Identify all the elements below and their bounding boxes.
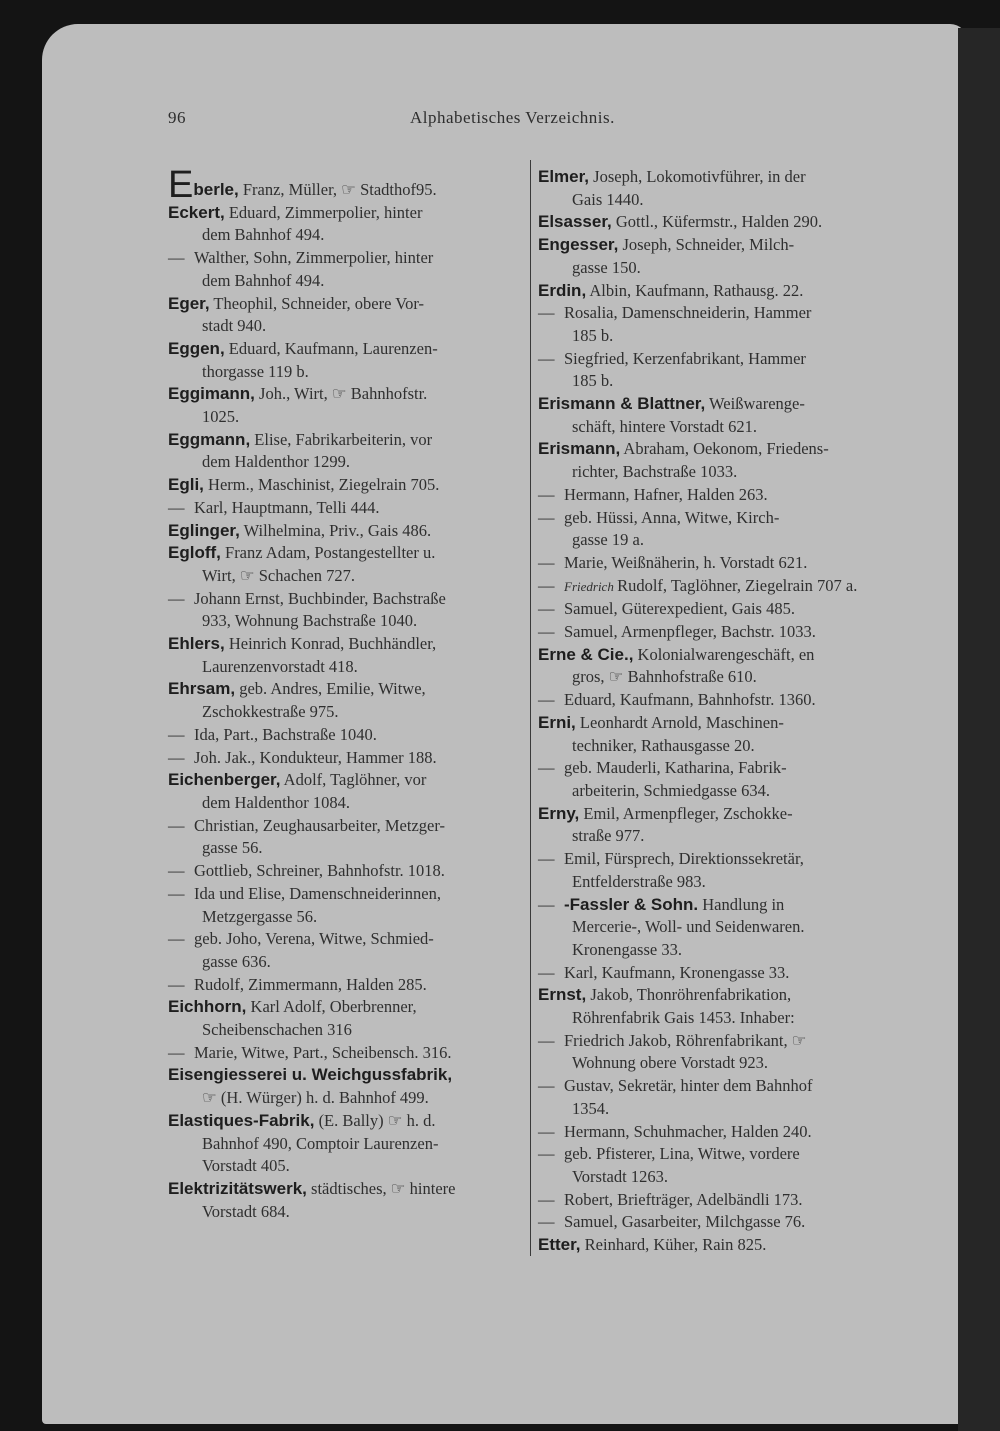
directory-entry [538, 1211, 894, 1234]
repeat-dash: — [538, 599, 555, 619]
entry-text: geb. Hüssi, Anna, Witwe, Kirch- [564, 507, 780, 527]
directory-entry [168, 429, 524, 474]
directory-entry [538, 166, 894, 211]
entry-text: thorgasse 119 b. [202, 361, 309, 381]
directory-entry [168, 164, 524, 206]
directory-entry [538, 803, 894, 848]
entry-text: 933, Wohnung Bachstraße 1040. [202, 611, 418, 631]
directory-entry [538, 211, 894, 234]
entry-name: Eglinger, [168, 520, 240, 540]
directory-entry [538, 552, 894, 575]
entry-text: geb. Mauderli, Katharina, Fabrik- [564, 758, 787, 778]
entry-text: Weißwarenge- [709, 394, 805, 414]
entry-text: städtisches, ☞ hintere [311, 1178, 456, 1198]
entry-text: schäft, hintere Vorstadt 621. [572, 416, 757, 436]
entry-text: Samuel, Armenpfleger, Bachstr. 1033. [564, 622, 816, 642]
directory-entry [538, 848, 894, 893]
directory-entry [168, 678, 524, 723]
entry-text: gasse 19 a. [572, 530, 644, 550]
repeat-dash: — [168, 588, 185, 608]
entry-text: Samuel, Gasarbeiter, Milchgasse 76. [564, 1212, 806, 1232]
page-number: 96 [168, 108, 186, 127]
repeat-dash: — [168, 747, 185, 767]
entry-text: Christian, Zeughausarbeiter, Metzger- [194, 815, 445, 835]
repeat-dash: — [168, 974, 185, 994]
entry-text: richter, Bachstraße 1033. [572, 462, 738, 482]
directory-entry [168, 293, 524, 338]
entry-name: Erny, [538, 803, 580, 823]
entry-text: Marie, Weißnäherin, h. Vorstadt 621. [564, 552, 808, 572]
entry-text: Rudolf, Zimmermann, Halden 285. [194, 974, 427, 994]
directory-entry [538, 1075, 894, 1120]
entry-text: Walther, Sohn, Zimmerpolier, hinter [194, 248, 434, 268]
entry-name: Eisengiesserei u. Weichgussfabrik, [168, 1065, 453, 1085]
entry-text: Abraham, Oekonom, Friedens- [623, 439, 829, 459]
entry-name: Eggmann, [168, 429, 251, 449]
directory-entry [168, 860, 524, 883]
entry-text: Franz, Müller, ☞ Stadthof95. [242, 180, 437, 199]
directory-entry [538, 507, 894, 552]
directory-entry [538, 644, 894, 689]
entry-text: geb. Joho, Verena, Witwe, Schmied- [194, 929, 434, 949]
entry-text: Entfelderstraße 983. [572, 871, 706, 891]
handwritten-annotation: Friedrich [564, 578, 618, 594]
directory-entry [168, 520, 524, 543]
repeat-dash: — [538, 484, 555, 504]
entry-text: Robert, Briefträger, Adelbändli 173. [564, 1189, 803, 1209]
repeat-dash: — [538, 849, 555, 869]
directory-entry [538, 234, 894, 279]
directory-entry [538, 1234, 894, 1257]
entry-text: Gottlieb, Schreiner, Bahnhofstr. 1018. [194, 861, 445, 881]
entry-name: berle, [193, 180, 239, 199]
entry-text: Karl, Hauptmann, Telli 444. [194, 497, 380, 517]
entry-text: Jakob, Thonröhrenfabrikation, [590, 985, 792, 1005]
directory-entry [538, 1030, 894, 1075]
entry-name: Eggen, [168, 338, 225, 358]
entry-text: Reinhard, Küher, Rain 825. [584, 1235, 767, 1255]
entry-name: Ehlers, [168, 634, 225, 654]
entry-text: Siegfried, Kerzenfabrikant, Hammer [564, 348, 806, 368]
entry-name: Eichhorn, [168, 997, 247, 1017]
directory-entry [168, 724, 524, 747]
directory-entry [168, 883, 524, 928]
entry-text: (E. Bally) ☞ h. d. [318, 1110, 436, 1130]
entry-text: Zschokkestraße 975. [202, 702, 339, 722]
directory-entry [538, 712, 894, 757]
entry-text: Johann Ernst, Buchbinder, Bachstraße [194, 588, 446, 608]
entry-text: geb. Pfisterer, Lina, Witwe, vordere [564, 1144, 800, 1164]
entry-text: dem Bahnhof 494. [202, 270, 325, 290]
directory-entry [168, 383, 524, 428]
repeat-dash: — [538, 507, 555, 527]
entry-text: Mercerie-, Woll- und Seidenwaren. [572, 917, 805, 937]
entry-text: Theophil, Schneider, obere Vor- [213, 293, 424, 313]
directory-entry [168, 996, 524, 1041]
entry-text: Joh. Jak., Kondukteur, Hammer 188. [194, 747, 437, 767]
entry-text: Ida und Elise, Damenschneiderinnen, [194, 883, 441, 903]
repeat-dash: — [538, 1076, 555, 1096]
entry-text: Elise, Fabrikarbeiterin, vor [254, 429, 433, 449]
repeat-dash: — [538, 690, 555, 710]
entry-name: Egloff, [168, 543, 221, 563]
repeat-dash: — [538, 1144, 555, 1164]
repeat-dash: — [538, 622, 555, 642]
entry-text: Karl, Kaufmann, Kronengasse 33. [564, 962, 790, 982]
directory-entry [538, 757, 894, 802]
entry-text: Hermann, Schuhmacher, Halden 240. [564, 1121, 812, 1141]
entry-text: Wilhelmina, Priv., Gais 486. [243, 520, 432, 540]
entry-name: Ehrsam, [168, 679, 236, 699]
entry-text: Kolonialwarengeschäft, en [637, 644, 815, 664]
directory-entry [168, 974, 524, 997]
entry-name: Elmer, [538, 167, 590, 186]
entry-name: Erne & Cie., [538, 644, 634, 664]
directory-entry [538, 302, 894, 347]
entry-text: Adolf, Taglöhner, vor [283, 770, 427, 790]
entry-text: ☞ (H. Würger) h. d. Bahnhof 499. [202, 1088, 429, 1108]
directory-entry [168, 928, 524, 973]
entry-text: Marie, Witwe, Part., Scheibensch. 316. [194, 1042, 452, 1062]
directory-entry [168, 497, 524, 520]
entry-text: stadt 940. [202, 316, 267, 336]
directory-entry [168, 338, 524, 383]
directory-entry [168, 747, 524, 770]
entry-text: 185 b. [572, 325, 614, 345]
page-title: Alphabetisches Verzeichnis. [410, 108, 615, 127]
directory-entry [538, 621, 894, 644]
repeat-dash: — [538, 1121, 555, 1141]
entry-text: Joseph, Lokomotivführer, in der [593, 167, 806, 186]
directory-entry [538, 575, 894, 599]
right-column [538, 166, 894, 1257]
entry-name: Erismann, [538, 439, 621, 459]
entry-text: 1354. [572, 1098, 610, 1118]
repeat-dash: — [168, 815, 185, 835]
entry-text: Albin, Kaufmann, Rathausg. 22. [589, 280, 804, 300]
entry-name: Elektrizitätswerk, [168, 1178, 307, 1198]
entry-text: Herm., Maschinist, Ziegelrain 705. [208, 475, 440, 495]
directory-entry [538, 894, 894, 962]
entry-text: Franz Adam, Postangestellter u. [225, 543, 436, 563]
directory-entry [168, 1042, 524, 1065]
entry-name: Elsasser, [538, 212, 612, 232]
repeat-dash: — [538, 348, 555, 368]
directory-entry [538, 1121, 894, 1144]
directory-entry [168, 247, 524, 292]
entry-text: Röhrenfabrik Gais 1453. Inhaber: [572, 1008, 795, 1028]
entry-text: gros, ☞ Bahnhofstraße 610. [572, 667, 757, 687]
repeat-dash: — [538, 894, 555, 914]
directory-entry [538, 438, 894, 483]
entry-text: Laurenzenvorstadt 418. [202, 656, 358, 676]
entry-name: Egli, [168, 475, 204, 495]
entry-text: Vorstadt 405. [202, 1156, 290, 1176]
entry-name: Etter, [538, 1235, 581, 1255]
entry-text: Wirt, ☞ Schachen 727. [202, 565, 355, 585]
entry-name: Engesser, [538, 235, 619, 255]
left-column [168, 164, 524, 1223]
repeat-dash: — [538, 962, 555, 982]
repeat-dash: — [168, 248, 185, 268]
repeat-dash: — [538, 1212, 555, 1232]
entry-text: Eduard, Kaufmann, Bahnhofstr. 1360. [564, 690, 816, 710]
entry-text: geb. Andres, Emilie, Witwe, [239, 679, 426, 699]
entry-text: straße 977. [572, 826, 645, 846]
directory-entry [168, 202, 524, 247]
repeat-dash: — [168, 883, 185, 903]
directory-entry [538, 962, 894, 985]
repeat-dash: — [168, 861, 185, 881]
entry-text: dem Haldenthor 1084. [202, 792, 351, 812]
directory-entry [168, 769, 524, 814]
entry-text: Metzgergasse 56. [202, 906, 318, 926]
entry-text: Gais 1440. [572, 189, 644, 209]
entry-text: Joh., Wirt, ☞ Bahnhofstr. [259, 384, 428, 404]
entry-text: arbeiterin, Schmiedgasse 634. [572, 780, 770, 800]
repeat-dash: — [538, 758, 555, 778]
directory-entry [168, 1110, 524, 1178]
entry-text: techniker, Rathausgasse 20. [572, 735, 755, 755]
directory-entry [168, 815, 524, 860]
entry-text: dem Haldenthor 1299. [202, 452, 351, 472]
entry-name: Elastiques-Fabrik, [168, 1110, 315, 1130]
directory-entry [168, 633, 524, 678]
repeat-dash: — [538, 1030, 555, 1050]
entry-text: Wohnung obere Vorstadt 923. [572, 1053, 769, 1073]
entry-text: Vorstadt 684. [202, 1201, 290, 1221]
entry-name: Eggimann, [168, 384, 255, 404]
entry-text: Ida, Part., Bachstraße 1040. [194, 724, 377, 744]
directory-entry [168, 474, 524, 497]
directory-entry [538, 348, 894, 393]
directory-entry [538, 484, 894, 507]
entry-name: Eichenberger, [168, 770, 281, 790]
repeat-dash: — [538, 1189, 555, 1209]
entry-text: Hermann, Hafner, Halden 263. [564, 484, 768, 504]
entry-text: Eduard, Kaufmann, Laurenzen- [228, 338, 438, 358]
entry-text: Scheibenschachen 316 [202, 1020, 352, 1040]
entry-text: Karl Adolf, Oberbrenner, [250, 997, 417, 1017]
entry-text: 185 b. [572, 371, 614, 391]
entry-text: Vorstadt 1263. [572, 1166, 668, 1186]
page-edge-shadow [958, 28, 1000, 1431]
directory-entry [538, 280, 894, 303]
entry-text: Joseph, Schneider, Milch- [622, 235, 795, 255]
entry-name: Eckert, [168, 202, 225, 222]
entry-name: Erismann & Blattner, [538, 394, 706, 414]
entry-text: Kronengasse 33. [572, 939, 682, 959]
repeat-dash: — [168, 929, 185, 949]
repeat-dash: — [168, 724, 185, 744]
directory-entry [538, 598, 894, 621]
directory-entry [168, 1178, 524, 1223]
drop-initial: E [168, 164, 194, 206]
entry-name: Eger, [168, 293, 210, 313]
repeat-dash: — [168, 1042, 185, 1062]
entry-text: dem Bahnhof 494. [202, 225, 325, 245]
entry-text: Emil, Fürsprech, Direktionssekretär, [564, 849, 804, 869]
entry-text: gasse 636. [202, 951, 271, 971]
entry-text: Gottl., Küfermstr., Halden 290. [615, 212, 823, 232]
entry-text: Rosalia, Damenschneiderin, Hammer [564, 303, 812, 323]
entry-text: Friedrich Jakob, Röhrenfabrikant, ☞ [564, 1030, 807, 1050]
repeat-dash: — [538, 575, 555, 595]
entry-text: Heinrich Konrad, Buchhändler, [228, 634, 437, 654]
entry-name: Erni, [538, 712, 576, 732]
directory-entry [168, 588, 524, 633]
directory-entry [168, 542, 524, 587]
entry-text: Leonhardt Arnold, Maschinen- [579, 712, 784, 732]
entry-name: Erdin, [538, 280, 587, 300]
column-divider [530, 160, 531, 1256]
entry-text: gasse 56. [202, 838, 263, 858]
entry-text: Rudolf, Taglöhner, Ziegelrain 707 a. [617, 575, 858, 595]
entry-text: Bahnhof 490, Comptoir Laurenzen- [202, 1133, 439, 1153]
repeat-dash: — [168, 497, 185, 517]
directory-entry [168, 1064, 524, 1109]
entry-text: gasse 150. [572, 257, 641, 277]
entry-text: Eduard, Zimmerpolier, hinter [228, 202, 423, 222]
entry-text: Handlung in [702, 894, 785, 914]
entry-name: -Fassler & Sohn. [564, 894, 699, 914]
repeat-dash: — [538, 303, 555, 323]
directory-entry [538, 1143, 894, 1188]
directory-entry [538, 1189, 894, 1212]
directory-entry [538, 689, 894, 712]
entry-text: Gustav, Sekretär, hinter dem Bahnhof [564, 1076, 813, 1096]
entry-name: Ernst, [538, 985, 587, 1005]
entry-text: 1025. [202, 407, 240, 427]
repeat-dash: — [538, 552, 555, 572]
entry-text: Samuel, Güterexpedient, Gais 485. [564, 599, 795, 619]
directory-entry [538, 393, 894, 438]
entry-text: Emil, Armenpfleger, Zschokke- [583, 803, 793, 823]
directory-entry [538, 984, 894, 1029]
